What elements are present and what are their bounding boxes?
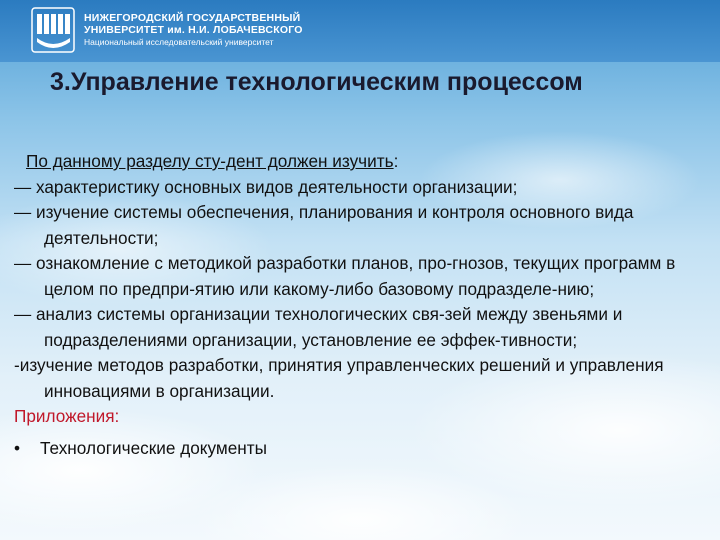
intro-line: [14, 149, 714, 175]
list-item: — характеристику основных видов деятельности организации;: [14, 176, 518, 197]
intro-suffix: :: [393, 151, 399, 171]
list-item: — ознакомление с методикой разработки планов, про-гнозов, текущих программ в целом по предпри-ятию или какому-либо базовому подразделе-нию;: [14, 253, 676, 299]
intro-underlined: По данному разделу сту-дент должен изучить: [26, 151, 394, 171]
slide-title: 3.Управление технологическим процессом: [50, 68, 583, 96]
list-item: -изучение методов разработки, принятия управленческих решений и управления инновациями в организации.: [14, 355, 664, 401]
university-line-1: НИЖЕГОРОДСКИЙ ГОСУДАРСТВЕННЫЙ: [84, 12, 301, 24]
slide-body: [14, 149, 714, 461]
bullet-item-text: Технологические документы: [40, 437, 267, 458]
bullet-icon: •: [14, 437, 21, 458]
university-name: [84, 12, 303, 48]
appendix-label: Приложения:: [14, 406, 120, 426]
bullet-item: [14, 436, 714, 462]
list-item: — анализ системы организации технологических свя-зей между звеньями и подразделениями организации, установление ее эффек-тивности;: [14, 304, 623, 350]
university-line-3: Национальный исследовательский университет: [84, 37, 274, 47]
university-line-2: УНИВЕРСИТЕТ им. Н.И. ЛОБАЧЕВСКОГО: [84, 24, 303, 36]
header-bar: [0, 0, 720, 62]
university-logo-icon: [30, 6, 76, 54]
list-item: — изучение системы обеспечения, планирования и контроля основного вида деятельности;: [14, 202, 634, 248]
